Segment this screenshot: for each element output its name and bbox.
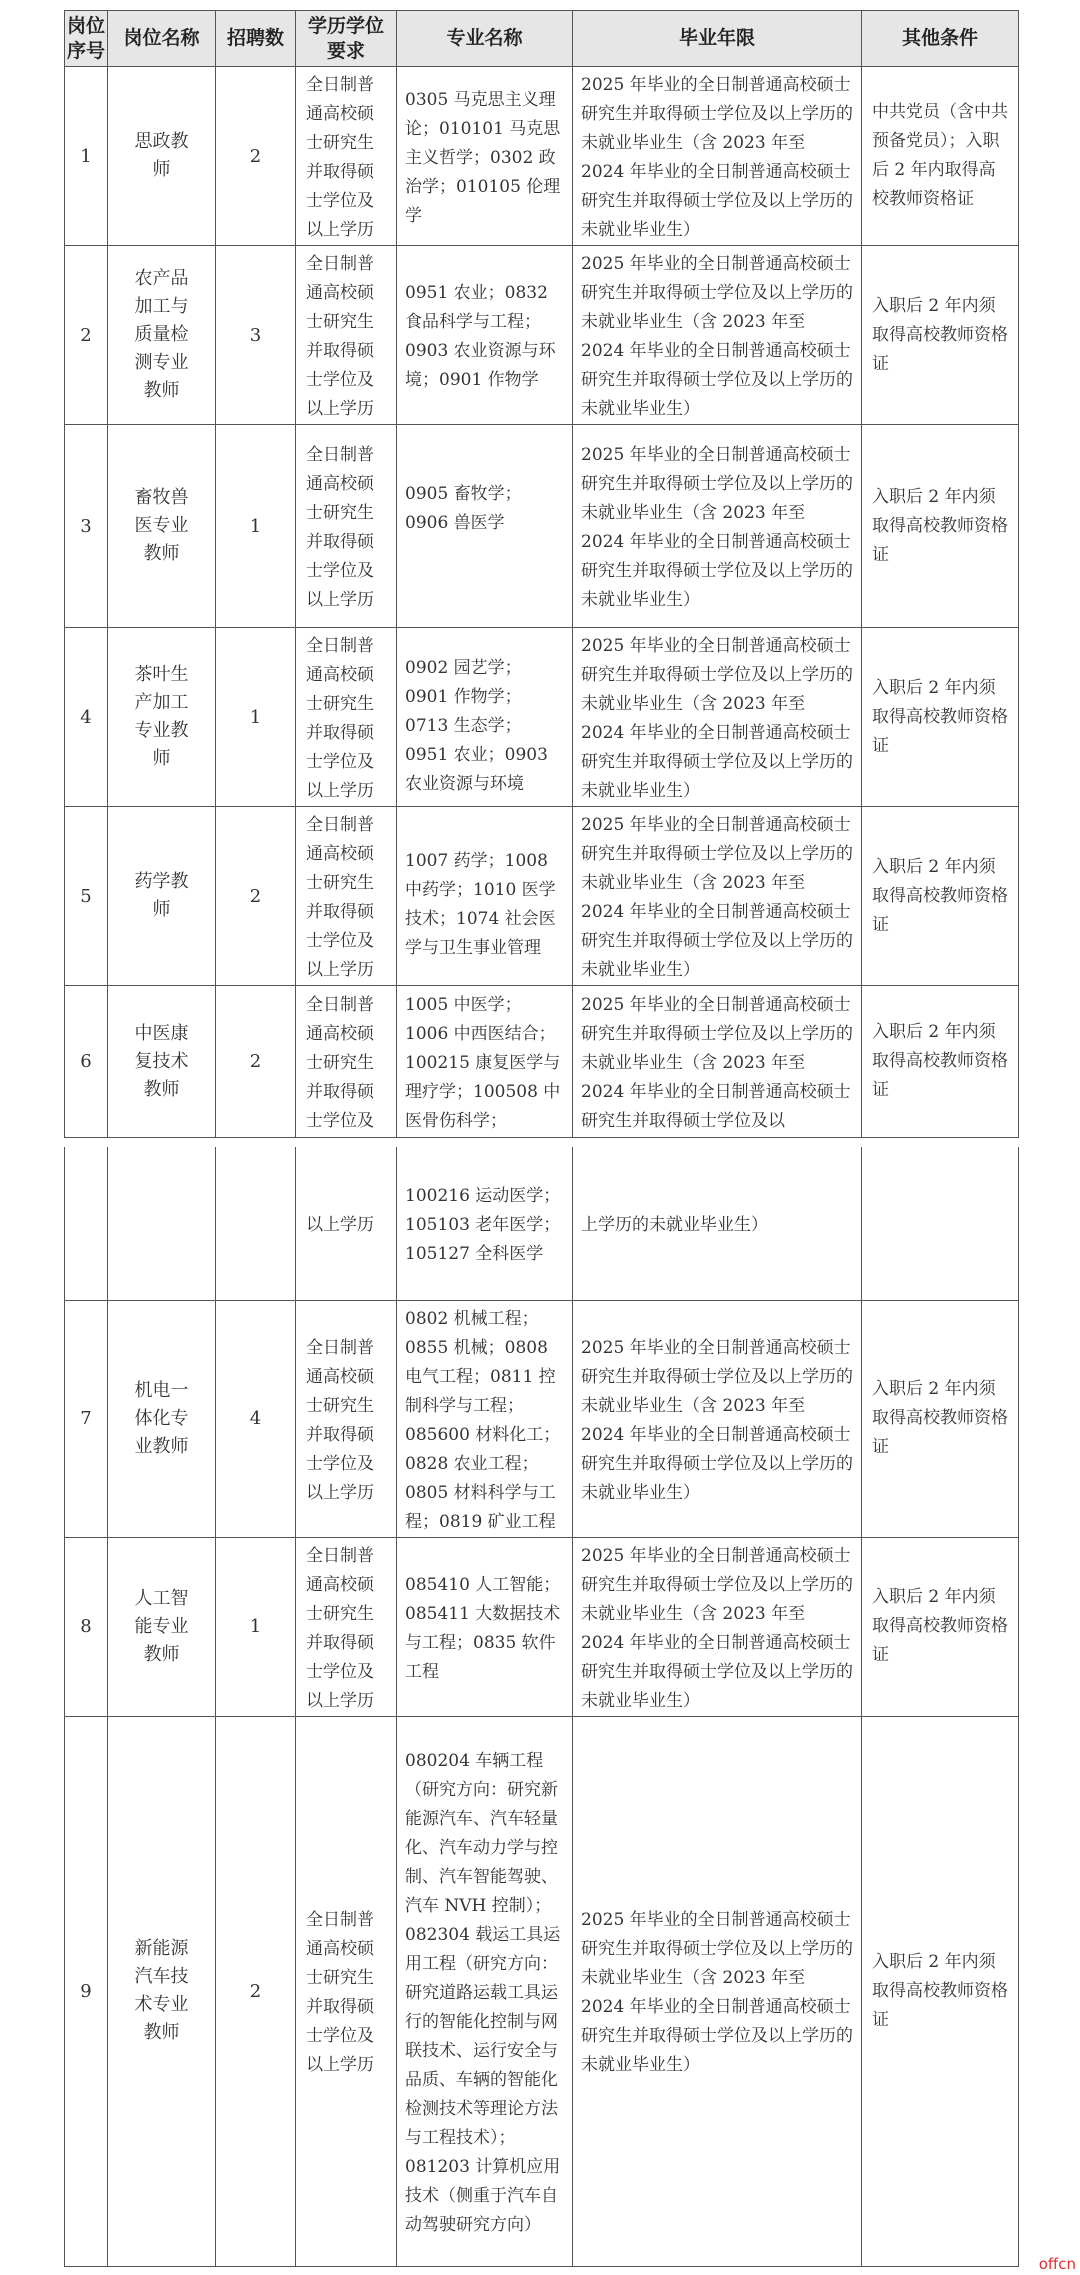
post-name: 茶叶生产加工专业教师 [108,628,216,807]
table-row [65,67,1019,246]
post-no: 8 [65,1537,108,1716]
post-name: 人工智能专业教师 [108,1537,216,1716]
table-row [65,628,1019,807]
other-conditions: 入职后 2 年内须取得高校教师资格证 [862,1300,1019,1537]
header-count: 招聘数 [216,11,296,67]
major-names: 080204 车辆工程（研究方向：研究新能源汽车、汽车轻量化、汽车动力学与控制、汽车智能驾驶、汽车 NVH 控制）；082304 载运工具运用工程（研究方向：研究道路运载工具运行的智能化控制与网联技术、运行安全与品质、车辆的智能化检测技术等理论方法与工程技术）；081203 计算机应用技术（侧重于汽车自动驾驶研究方向） [397,1716,573,2266]
other-conditions: 入职后 2 年内须取得高校教师资格证 [862,986,1019,1138]
major-names: 085410 人工智能；085411 大数据技术与工程；0835 软件工程 [397,1537,573,1716]
other-conditions: 入职后 2 年内须取得高校教师资格证 [862,425,1019,628]
grad-year-req: 2025 年毕业的全日制普通高校硕士研究生并取得硕士学位及以上学历的未就业毕业生（含 2023 年至 2024 年毕业的全日制普通高校硕士研究生并取得硕士学位及以上学历的未就业毕业生） [573,1537,862,1716]
post-count-empty [216,1147,296,1300]
post-name-empty [108,1147,216,1300]
post-count: 4 [216,1300,296,1537]
grad-year-req: 2025 年毕业的全日制普通高校硕士研究生并取得硕士学位及以上学历的未就业毕业生（含 2023 年至 2024 年毕业的全日制普通高校硕士研究生并取得硕士学位及以上学历的未就业毕业生） [573,1716,862,2266]
header-major: 专业名称 [397,11,573,67]
table-row [65,1537,1019,1716]
table-header-row [65,11,1019,67]
major-names: 100216 运动医学；105103 老年医学；105127 全科医学 [397,1147,573,1300]
post-name: 畜牧兽医专业教师 [108,425,216,628]
post-count: 1 [216,1537,296,1716]
other-conditions: 入职后 2 年内须取得高校教师资格证 [862,246,1019,425]
post-count: 2 [216,986,296,1138]
post-name: 药学教师 [108,807,216,986]
major-names: 1005 中医学；1006 中西医结合；100215 康复医学与理疗学；100508 中医骨伤科学； [397,986,573,1138]
grad-year-req: 2025 年毕业的全日制普通高校硕士研究生并取得硕士学位及以上学历的未就业毕业生（含 2023 年至 2024 年毕业的全日制普通高校硕士研究生并取得硕士学位及以 [573,986,862,1138]
table-row [65,246,1019,425]
table-row-continued [65,1147,1019,1300]
other-conditions: 中共党员（含中共预备党员）；入职后 2 年内取得高校教师资格证 [862,67,1019,246]
education-req: 全日制普通高校硕士研究生并取得硕士学位及以上学历 [296,1537,397,1716]
post-name: 新能源汽车技术专业教师 [108,1716,216,2266]
grad-year-req: 2025 年毕业的全日制普通高校硕士研究生并取得硕士学位及以上学历的未就业毕业生（含 2023 年至 2024 年毕业的全日制普通高校硕士研究生并取得硕士学位及以上学历的未就业毕业生） [573,628,862,807]
grad-year-req: 上学历的未就业毕业生） [573,1147,862,1300]
major-names: 0902 园艺学；0901 作物学；0713 生态学；0951 农业；0903 农业资源与环境 [397,628,573,807]
other-conditions: 入职后 2 年内须取得高校教师资格证 [862,1716,1019,2266]
major-names: 0305 马克思主义理论；010101 马克思主义哲学；0302 政治学；010105 伦理学 [397,67,573,246]
table-row [65,1716,1019,2266]
major-names: 0905 畜牧学；0906 兽医学 [397,425,573,628]
other-conditions: 入职后 2 年内须取得高校教师资格证 [862,628,1019,807]
header-grad-year: 毕业年限 [573,11,862,67]
education-req: 全日制普通高校硕士研究生并取得硕士学位及以上学历 [296,628,397,807]
header-other: 其他条件 [862,11,1019,67]
grad-year-req: 2025 年毕业的全日制普通高校硕士研究生并取得硕士学位及以上学历的未就业毕业生（含 2023 年至 2024 年毕业的全日制普通高校硕士研究生并取得硕士学位及以上学历的未就业毕业生） [573,246,862,425]
post-count: 2 [216,807,296,986]
major-names: 1007 药学；1008 中药学；1010 医学技术；1074 社会医学与卫生事业管理 [397,807,573,986]
education-req: 全日制普通高校硕士研究生并取得硕士学位及以上学历 [296,1716,397,2266]
post-name: 思政教师 [108,67,216,246]
other-conditions-empty [862,1147,1019,1300]
post-count: 1 [216,425,296,628]
post-count: 2 [216,1716,296,2266]
education-req: 全日制普通高校硕士研究生并取得硕士学位及 [296,986,397,1138]
post-count: 1 [216,628,296,807]
post-no: 3 [65,425,108,628]
grad-year-req: 2025 年毕业的全日制普通高校硕士研究生并取得硕士学位及以上学历的未就业毕业生（含 2023 年至 2024 年毕业的全日制普通高校硕士研究生并取得硕士学位及以上学历的未就业毕业生） [573,807,862,986]
grad-year-req: 2025 年毕业的全日制普通高校硕士研究生并取得硕士学位及以上学历的未就业毕业生（含 2023 年至 2024 年毕业的全日制普通高校硕士研究生并取得硕士学位及以上学历的未就业毕业生） [573,67,862,246]
education-req: 以上学历 [296,1147,397,1300]
post-no: 7 [65,1300,108,1537]
header-post-no: 岗位 序号 [65,11,108,67]
post-no: 2 [65,246,108,425]
post-name: 机电一体化专业教师 [108,1300,216,1537]
table-row [65,1300,1019,1537]
header-post-name: 岗位名称 [108,11,216,67]
major-names: 0951 农业；0832 食品科学与工程；0903 农业资源与环境；0901 作物学 [397,246,573,425]
post-no: 9 [65,1716,108,2266]
header-education: 学历学位 要求 [296,11,397,67]
education-req: 全日制普通高校硕士研究生并取得硕士学位及以上学历 [296,807,397,986]
table-row [65,986,1019,1138]
grad-year-req: 2025 年毕业的全日制普通高校硕士研究生并取得硕士学位及以上学历的未就业毕业生（含 2023 年至 2024 年毕业的全日制普通高校硕士研究生并取得硕士学位及以上学历的未就业毕业生） [573,425,862,628]
post-no: 1 [65,67,108,246]
education-req: 全日制普通高校硕士研究生并取得硕士学位及以上学历 [296,1300,397,1537]
post-no: 6 [65,986,108,1138]
offcn-watermark-logo: offcn [1038,2255,1076,2273]
education-req: 全日制普通高校硕士研究生并取得硕士学位及以上学历 [296,246,397,425]
recruitment-table-part2 [64,1147,1019,2267]
post-count: 3 [216,246,296,425]
table-row [65,807,1019,986]
other-conditions: 入职后 2 年内须取得高校教师资格证 [862,1537,1019,1716]
post-no: 4 [65,628,108,807]
post-no-empty [65,1147,108,1300]
post-name: 中医康复技术教师 [108,986,216,1138]
recruitment-table-part1 [64,10,1019,1138]
major-names: 0802 机械工程；0855 机械；0808 电气工程；0811 控制科学与工程；085600 材料化工；0828 农业工程；0805 材料科学与工程；0819 矿业工程 [397,1300,573,1537]
post-no: 5 [65,807,108,986]
education-req: 全日制普通高校硕士研究生并取得硕士学位及以上学历 [296,67,397,246]
post-count: 2 [216,67,296,246]
other-conditions: 入职后 2 年内须取得高校教师资格证 [862,807,1019,986]
post-name: 农产品加工与质量检测专业教师 [108,246,216,425]
table-row [65,425,1019,628]
grad-year-req: 2025 年毕业的全日制普通高校硕士研究生并取得硕士学位及以上学历的未就业毕业生（含 2023 年至 2024 年毕业的全日制普通高校硕士研究生并取得硕士学位及以上学历的未就业毕业生） [573,1300,862,1537]
education-req: 全日制普通高校硕士研究生并取得硕士学位及以上学历 [296,425,397,628]
